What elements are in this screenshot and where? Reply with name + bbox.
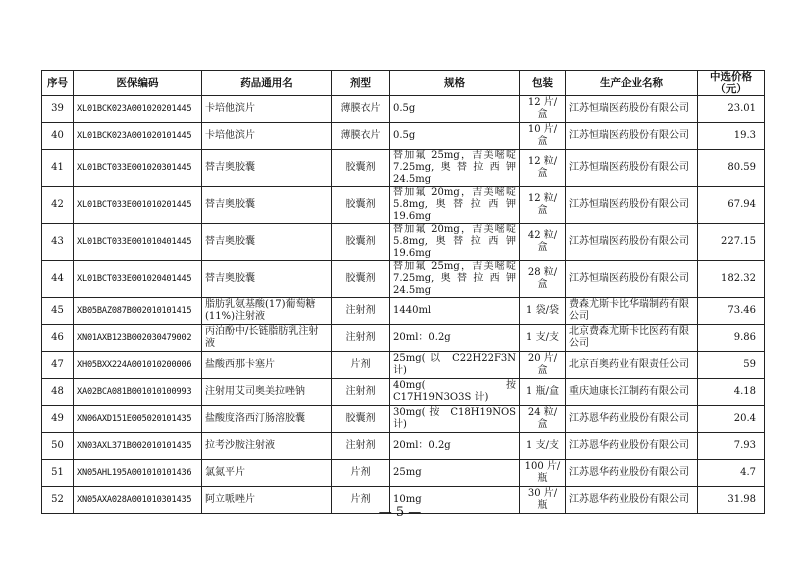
cell-spec: 替加氟 20mg，吉美嘧啶 5.8mg,奥替拉西钾 19.6mg bbox=[390, 224, 520, 261]
cell-form: 胶囊剂 bbox=[332, 187, 390, 224]
cell-name: 阿立哌唑片 bbox=[202, 487, 332, 514]
header-cell-pack: 包装 bbox=[520, 71, 566, 96]
table-row bbox=[42, 460, 765, 487]
cell-pack: 12 粒/盒 bbox=[520, 187, 566, 224]
cell-maker: 北京费森尤斯卡比医药有限公司 bbox=[566, 325, 698, 352]
cell-pack: 12 粒/盒 bbox=[520, 150, 566, 187]
cell-maker: 江苏恒瑞医药股份有限公司 bbox=[566, 261, 698, 298]
cell-no: 47 bbox=[42, 352, 74, 379]
cell-no: 51 bbox=[42, 460, 74, 487]
cell-code: XN01AXB123B002030479002 bbox=[74, 325, 202, 352]
cell-form: 片剂 bbox=[332, 352, 390, 379]
cell-price: 9.86 bbox=[698, 325, 765, 352]
cell-maker: 江苏恩华药业股份有限公司 bbox=[566, 433, 698, 460]
cell-maker: 北京百奥药业有限责任公司 bbox=[566, 352, 698, 379]
cell-price: 227.15 bbox=[698, 224, 765, 261]
header-cell-no: 序号 bbox=[42, 71, 74, 96]
cell-pack: 1 袋/袋 bbox=[520, 298, 566, 325]
cell-form: 胶囊剂 bbox=[332, 406, 390, 433]
cell-name: 卡培他滨片 bbox=[202, 96, 332, 123]
cell-spec: 20ml：0.2g bbox=[390, 433, 520, 460]
cell-code: XN03AXL371B002010101435 bbox=[74, 433, 202, 460]
table-row bbox=[42, 406, 765, 433]
cell-code: XL01BCT033E001010401445 bbox=[74, 224, 202, 261]
cell-code: XA02BCA081B001010100993 bbox=[74, 379, 202, 406]
cell-pack: 100 片/瓶 bbox=[520, 460, 566, 487]
table-body bbox=[42, 96, 765, 514]
cell-price: 7.93 bbox=[698, 433, 765, 460]
cell-name: 卡培他滨片 bbox=[202, 123, 332, 150]
header-cell-name: 药品通用名 bbox=[202, 71, 332, 96]
cell-form: 胶囊剂 bbox=[332, 224, 390, 261]
cell-no: 50 bbox=[42, 433, 74, 460]
cell-maker: 江苏恒瑞医药股份有限公司 bbox=[566, 123, 698, 150]
cell-pack: 1 瓶/盒 bbox=[520, 379, 566, 406]
cell-name: 替吉奥胶囊 bbox=[202, 224, 332, 261]
cell-pack: 10 片/盒 bbox=[520, 123, 566, 150]
cell-code: XL01BCT033E001020301445 bbox=[74, 150, 202, 187]
cell-spec: 20ml：0.2g bbox=[390, 325, 520, 352]
cell-spec: 40mg(按 C17H19N3O3S 计) bbox=[390, 379, 520, 406]
cell-price: 67.94 bbox=[698, 187, 765, 224]
cell-price: 23.01 bbox=[698, 96, 765, 123]
page-number: — 5 — bbox=[378, 505, 422, 520]
cell-spec: 25mg(以 C22H22F3N 计) bbox=[390, 352, 520, 379]
cell-name: 替吉奥胶囊 bbox=[202, 261, 332, 298]
table-row bbox=[42, 352, 765, 379]
cell-pack: 28 粒/盒 bbox=[520, 261, 566, 298]
cell-price: 182.32 bbox=[698, 261, 765, 298]
cell-spec: 10mg bbox=[390, 487, 520, 514]
cell-form: 注射剂 bbox=[332, 433, 390, 460]
cell-price: 80.59 bbox=[698, 150, 765, 187]
table-row bbox=[42, 298, 765, 325]
cell-form: 注射剂 bbox=[332, 379, 390, 406]
cell-name: 替吉奥胶囊 bbox=[202, 150, 332, 187]
cell-spec: 30mg(按 C18H19NOS 计) bbox=[390, 406, 520, 433]
cell-name: 氯氮平片 bbox=[202, 460, 332, 487]
cell-name: 脂肪乳氨基酸(17)葡萄糖(11%)注射液 bbox=[202, 298, 332, 325]
cell-price: 4.18 bbox=[698, 379, 765, 406]
drug-price-table bbox=[41, 70, 765, 514]
cell-form: 胶囊剂 bbox=[332, 261, 390, 298]
table-row bbox=[42, 433, 765, 460]
header-cell-maker: 生产企业名称 bbox=[566, 71, 698, 96]
cell-spec: 替加氟 25mg，吉美嘧啶 7.25mg,奥替拉西钾 24.5mg bbox=[390, 261, 520, 298]
cell-code: XN05AHL195A001010101436 bbox=[74, 460, 202, 487]
header-cell-price: 中选价格（元） bbox=[698, 71, 765, 96]
cell-code: XH05BXX224A001010200006 bbox=[74, 352, 202, 379]
cell-pack: 30 片/瓶 bbox=[520, 487, 566, 514]
cell-price: 20.4 bbox=[698, 406, 765, 433]
cell-name: 盐酸西那卡塞片 bbox=[202, 352, 332, 379]
header-cell-form: 剂型 bbox=[332, 71, 390, 96]
cell-spec: 替加氟 25mg，吉美嘧啶 7.25mg,奥替拉西钾 24.5mg bbox=[390, 150, 520, 187]
cell-no: 49 bbox=[42, 406, 74, 433]
table-row bbox=[42, 379, 765, 406]
cell-price: 31.98 bbox=[698, 487, 765, 514]
cell-spec: 1440ml bbox=[390, 298, 520, 325]
cell-no: 41 bbox=[42, 150, 74, 187]
cell-maker: 费森尤斯卡比华瑞制药有限公司 bbox=[566, 298, 698, 325]
cell-pack: 12 片/盒 bbox=[520, 96, 566, 123]
cell-pack: 1 支/支 bbox=[520, 325, 566, 352]
cell-spec: 0.5g bbox=[390, 96, 520, 123]
table-row bbox=[42, 96, 765, 123]
cell-code: XN05AXA028A001010301435 bbox=[74, 487, 202, 514]
cell-form: 片剂 bbox=[332, 460, 390, 487]
cell-price: 73.46 bbox=[698, 298, 765, 325]
cell-maker: 江苏恩华药业股份有限公司 bbox=[566, 460, 698, 487]
cell-no: 42 bbox=[42, 187, 74, 224]
cell-form: 注射剂 bbox=[332, 298, 390, 325]
cell-no: 44 bbox=[42, 261, 74, 298]
cell-form: 薄膜衣片 bbox=[332, 123, 390, 150]
cell-no: 45 bbox=[42, 298, 74, 325]
cell-form: 薄膜衣片 bbox=[332, 96, 390, 123]
cell-code: XL01BCK023A001020101445 bbox=[74, 123, 202, 150]
cell-form: 胶囊剂 bbox=[332, 150, 390, 187]
cell-no: 46 bbox=[42, 325, 74, 352]
cell-form: 注射剂 bbox=[332, 325, 390, 352]
cell-no: 52 bbox=[42, 487, 74, 514]
cell-price: 4.7 bbox=[698, 460, 765, 487]
table-header-row bbox=[42, 71, 765, 96]
cell-maker: 江苏恩华药业股份有限公司 bbox=[566, 406, 698, 433]
cell-pack: 42 粒/盒 bbox=[520, 224, 566, 261]
cell-code: XB05BAZ087B002010101415 bbox=[74, 298, 202, 325]
cell-no: 39 bbox=[42, 96, 74, 123]
table-row bbox=[42, 123, 765, 150]
table-row bbox=[42, 150, 765, 187]
cell-maker: 江苏恩华药业股份有限公司 bbox=[566, 487, 698, 514]
table-row bbox=[42, 261, 765, 298]
cell-name: 拉考沙胺注射液 bbox=[202, 433, 332, 460]
cell-code: XL01BCT033E001010201445 bbox=[74, 187, 202, 224]
cell-price: 59 bbox=[698, 352, 765, 379]
cell-name: 盐酸度洛西汀肠溶胶囊 bbox=[202, 406, 332, 433]
cell-spec: 0.5g bbox=[390, 123, 520, 150]
cell-price: 19.3 bbox=[698, 123, 765, 150]
cell-maker: 江苏恒瑞医药股份有限公司 bbox=[566, 224, 698, 261]
cell-name: 替吉奥胶囊 bbox=[202, 187, 332, 224]
cell-maker: 江苏恒瑞医药股份有限公司 bbox=[566, 187, 698, 224]
cell-no: 48 bbox=[42, 379, 74, 406]
cell-name: 注射用艾司奥美拉唑钠 bbox=[202, 379, 332, 406]
table-row bbox=[42, 325, 765, 352]
cell-maker: 江苏恒瑞医药股份有限公司 bbox=[566, 96, 698, 123]
cell-code: XL01BCK023A001020201445 bbox=[74, 96, 202, 123]
cell-maker: 江苏恒瑞医药股份有限公司 bbox=[566, 150, 698, 187]
cell-spec: 替加氟 20mg，吉美嘧啶 5.8mg,奥替拉西钾 19.6mg bbox=[390, 187, 520, 224]
table-row bbox=[42, 187, 765, 224]
cell-code: XN06AXD151E005020101435 bbox=[74, 406, 202, 433]
cell-form: 片剂 bbox=[332, 487, 390, 514]
header-cell-code: 医保编码 bbox=[74, 71, 202, 96]
table-row bbox=[42, 224, 765, 261]
cell-pack: 20 片/盒 bbox=[520, 352, 566, 379]
cell-no: 40 bbox=[42, 123, 74, 150]
cell-pack: 1 支/支 bbox=[520, 433, 566, 460]
cell-pack: 24 粒/盒 bbox=[520, 406, 566, 433]
header-cell-spec: 规格 bbox=[390, 71, 520, 96]
cell-spec: 25mg bbox=[390, 460, 520, 487]
cell-no: 43 bbox=[42, 224, 74, 261]
cell-name: 丙泊酚中/长链脂肪乳注射液 bbox=[202, 325, 332, 352]
cell-maker: 重庆迪康长江制药有限公司 bbox=[566, 379, 698, 406]
cell-code: XL01BCT033E001020401445 bbox=[74, 261, 202, 298]
